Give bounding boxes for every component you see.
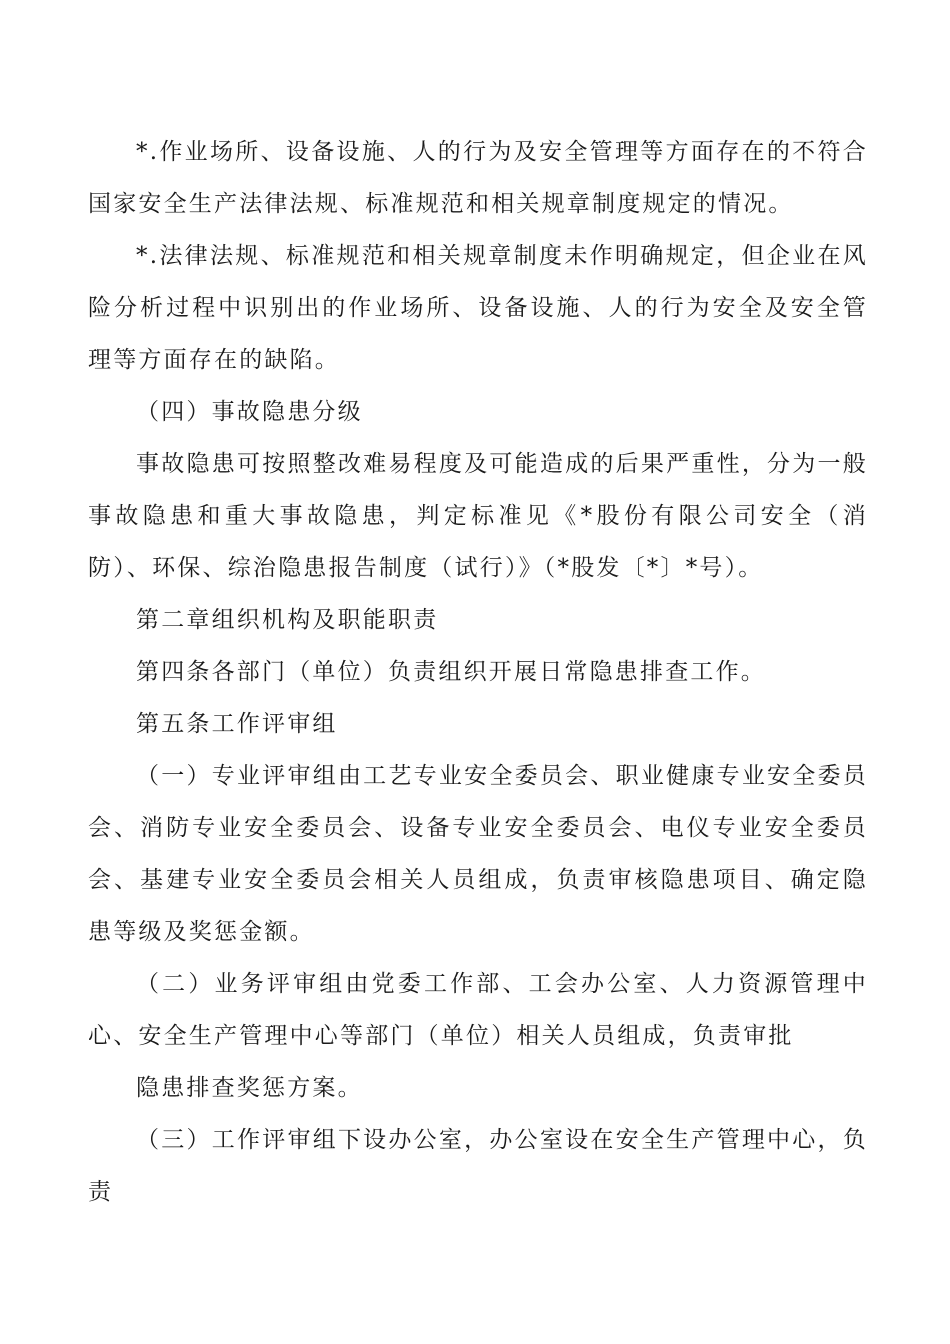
article-5-heading: 第五条工作评审组: [136, 711, 338, 737]
section-heading-hazard-classification: （四）事故隐患分级: [136, 399, 363, 425]
paragraph-business-review-group: （二）业务评审组由党委工作部、工会办公室、人力资源管理中心、安全生产管理中心等部门（单位）相关人员组成，负责审批: [88, 971, 868, 1049]
chapter-heading-organization: 第二章组织机构及职能职责: [136, 607, 439, 633]
paragraph-business-review-group-continued: 隐患排查奖惩方案。: [136, 1075, 363, 1101]
paragraph-professional-review-group: （一）专业评审组由工艺专业安全委员会、职业健康专业安全委员会、消防专业安全委员会、设备专业安全委员会、电仪专业安全委员会、基建专业安全委员会相关人员组成，负责审核隐患项目、确定隐患等级及奖惩金额。: [88, 763, 868, 945]
paragraph-hazard-definition-2: *.法律法规、标准规范和相关规章制度未作明确规定，但企业在风险分析过程中识别出的作业场所、设备设施、人的行为安全及安全管理等方面存在的缺陷。: [88, 243, 868, 373]
paragraph-review-office: （三）工作评审组下设办公室，办公室设在安全生产管理中心，负责: [88, 1127, 868, 1205]
paragraph-hazard-definition-1: *.作业场所、设备设施、人的行为及安全管理等方面存在的不符合国家安全生产法律法规、标准规范和相关规章制度规定的情况。: [88, 139, 868, 217]
article-4: 第四条各部门（单位）负责组织开展日常隐患排查工作。: [136, 659, 766, 685]
paragraph-hazard-classification: 事故隐患可按照整改难易程度及可能造成的后果严重性，分为一般事故隐患和重大事故隐患，判定标准见《*股份有限公司安全（消防）、环保、综治隐患报告制度（试行）》（*股发〔*〕*号）。: [88, 451, 868, 581]
